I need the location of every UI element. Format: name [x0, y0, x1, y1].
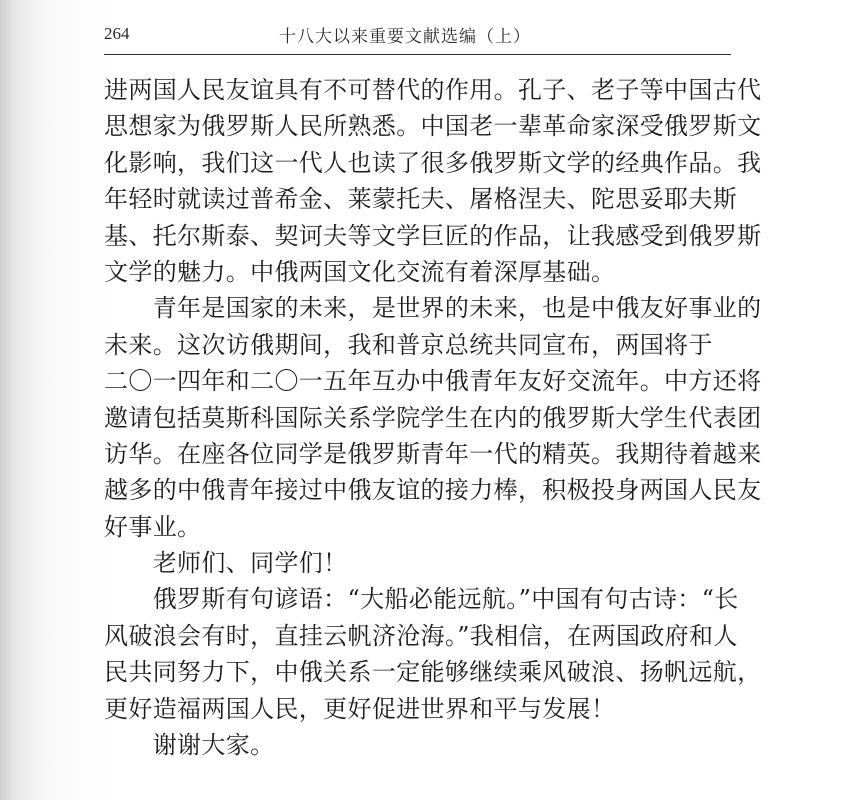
text-line: 老师们、同学们！ [104, 549, 348, 578]
text-line: 邀请包括莫斯科国际关系学院学生在内的俄罗斯大学生代表团 [104, 403, 762, 432]
text-line: 谢谢大家。 [104, 731, 275, 760]
header-rule [104, 54, 731, 55]
text-line: 风破浪会有时，直挂云帆济沧海。”我相信，在两国政府和人 [104, 621, 738, 650]
text-line: 俄罗斯有句谚语：“大船必能远航。”中国有句古诗：“长 [104, 585, 739, 614]
text-line: 好事业。 [104, 512, 202, 541]
running-title: 十八大以来重要文献选编（上） [279, 27, 531, 47]
text-line: 越多的中俄青年接过中俄友谊的接力棒，积极投身两国人民友 [104, 476, 762, 505]
text-line: 年轻时就读过普希金、莱蒙托夫、屠格涅夫、陀思妥耶夫斯 [104, 185, 738, 214]
page-number: 264 [104, 24, 130, 43]
text-line: 青年是国家的未来，是世界的未来，也是中俄友好事业的 [104, 294, 762, 323]
body-text [104, 72, 762, 763]
text-line: 二〇一四年和二〇一五年互办中俄青年友好交流年。中方还将 [104, 367, 762, 396]
text-line: 化影响，我们这一代人也读了很多俄罗斯文学的经典作品。我 [104, 148, 762, 177]
text-line: 更好造福两国人民，更好促进世界和平与发展！ [104, 694, 616, 723]
text-line: 民共同努力下，中俄关系一定能够继续乘风破浪、扬帆远航， [104, 658, 762, 687]
text-line: 访华。在座各位同学是俄罗斯青年一代的精英。我期待着越来 [104, 439, 762, 468]
text-line: 基、托尔斯泰、契诃夫等文学巨匠的作品，让我感受到俄罗斯 [104, 221, 762, 250]
text-line: 思想家为俄罗斯人民所熟悉。中国老一辈革命家深受俄罗斯文 [104, 112, 762, 141]
page-header [104, 20, 731, 54]
text-line: 未来。这次访俄期间，我和普京总统共同宣布，两国将于 [104, 330, 713, 359]
text-line: 文学的魅力。中俄两国文化交流有着深厚基础。 [104, 257, 616, 286]
text-line: 进两国人民友谊具有不可替代的作用。孔子、老子等中国古代 [104, 76, 762, 104]
